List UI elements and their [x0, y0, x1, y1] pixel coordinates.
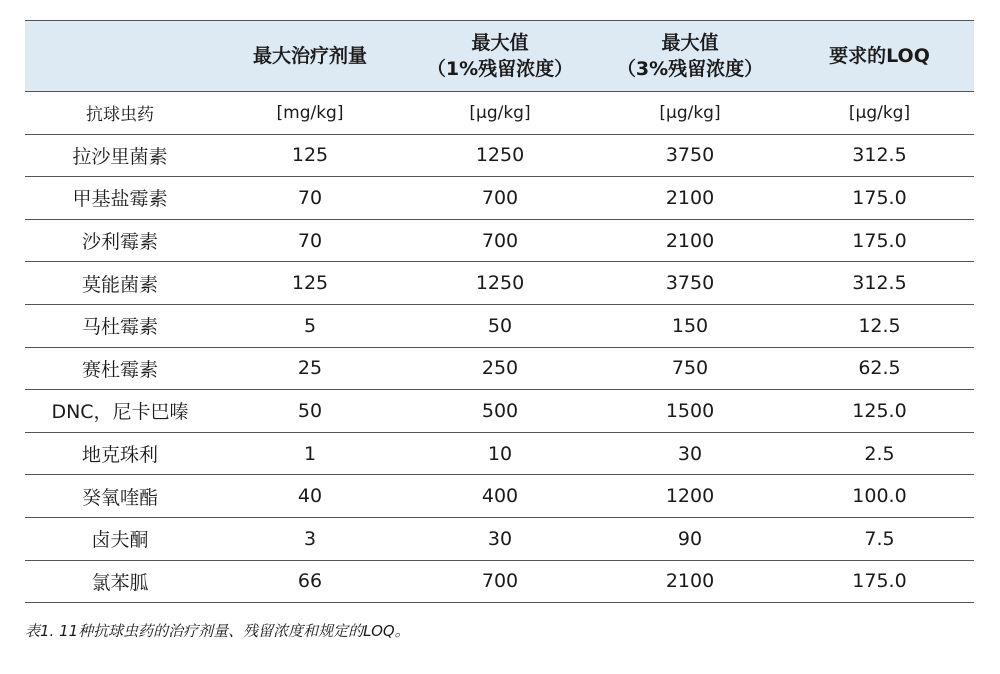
max-1pct-cell: 700 [405, 219, 595, 262]
max-dose-cell: 66 [215, 560, 405, 603]
max-1pct-cell: 250 [405, 347, 595, 390]
max-3pct-cell: 750 [595, 347, 785, 390]
header-max-3pct-line1: 最大值 [661, 32, 719, 54]
max-dose-cell: 40 [215, 475, 405, 518]
header-loq: 要求的LOQ [785, 21, 974, 92]
max-3pct-cell: 2100 [595, 219, 785, 262]
table-row [25, 390, 974, 433]
max-1pct-cell: 700 [405, 560, 595, 603]
unit-row [25, 92, 974, 135]
table-row [25, 517, 974, 560]
max-dose-cell: 5 [215, 304, 405, 347]
table-row [25, 134, 974, 177]
max-3pct-cell: 2100 [595, 177, 785, 220]
table-body [25, 92, 974, 603]
loq-cell: 312.5 [785, 262, 974, 305]
drug-name-cell: 甲基盐霉素 [25, 177, 215, 220]
drug-name-cell: 氯苯胍 [25, 560, 215, 603]
max-1pct-cell: 700 [405, 177, 595, 220]
max-dose-cell: 50 [215, 390, 405, 433]
max-dose-cell: 70 [215, 219, 405, 262]
max-dose-cell: 125 [215, 134, 405, 177]
drug-name-cell: 卤夫酮 [25, 517, 215, 560]
drug-name-cell: 马杜霉素 [25, 304, 215, 347]
table-row [25, 560, 974, 603]
table-row [25, 262, 974, 305]
max-dose-cell: 1 [215, 432, 405, 475]
max-1pct-cell: 1250 [405, 262, 595, 305]
table-row [25, 432, 974, 475]
max-1pct-cell: [µg/kg] [405, 92, 595, 135]
max-1pct-cell: 50 [405, 304, 595, 347]
max-dose-cell: 3 [215, 517, 405, 560]
drug-name-cell: 癸氧喹酯 [25, 475, 215, 518]
max-3pct-cell: 3750 [595, 262, 785, 305]
drug-name-cell: 沙利霉素 [25, 219, 215, 262]
max-1pct-cell: 10 [405, 432, 595, 475]
drug-name-cell: 拉沙里菌素 [25, 134, 215, 177]
max-3pct-cell: 3750 [595, 134, 785, 177]
table-row [25, 304, 974, 347]
max-3pct-cell: 1200 [595, 475, 785, 518]
header-max-1pct-line1: 最大值 [471, 32, 529, 54]
loq-cell: [µg/kg] [785, 92, 974, 135]
loq-cell: 175.0 [785, 560, 974, 603]
table-row [25, 347, 974, 390]
loq-cell: 312.5 [785, 134, 974, 177]
header-max-3pct [595, 21, 785, 92]
drug-name-cell: 赛杜霉素 [25, 347, 215, 390]
max-dose-cell: [mg/kg] [215, 92, 405, 135]
loq-cell: 62.5 [785, 347, 974, 390]
loq-cell: 12.5 [785, 304, 974, 347]
table-row [25, 177, 974, 220]
max-1pct-cell: 1250 [405, 134, 595, 177]
max-1pct-cell: 500 [405, 390, 595, 433]
max-dose-cell: 25 [215, 347, 405, 390]
max-3pct-cell: 150 [595, 304, 785, 347]
max-3pct-cell: 2100 [595, 560, 785, 603]
max-3pct-cell: 30 [595, 432, 785, 475]
header-max-1pct-line2: （1%残留浓度） [426, 58, 574, 80]
loq-cell: 175.0 [785, 219, 974, 262]
max-dose-cell: 70 [215, 177, 405, 220]
header-max-3pct-line2: （3%残留浓度） [616, 58, 764, 80]
table-header-row [25, 21, 974, 92]
drug-name-cell: 地克珠利 [25, 432, 215, 475]
drug-name-cell: 莫能菌素 [25, 262, 215, 305]
table-row [25, 219, 974, 262]
drug-name-cell: 抗球虫药 [25, 92, 215, 135]
loq-cell: 2.5 [785, 432, 974, 475]
loq-cell: 175.0 [785, 177, 974, 220]
header-max-dose: 最大治疗剂量 [215, 21, 405, 92]
header-drug [25, 21, 215, 92]
max-1pct-cell: 30 [405, 517, 595, 560]
max-3pct-cell: [µg/kg] [595, 92, 785, 135]
max-3pct-cell: 90 [595, 517, 785, 560]
drug-name-cell: DNC，尼卡巴嗪 [25, 390, 215, 433]
max-3pct-cell: 1500 [595, 390, 785, 433]
table-row [25, 475, 974, 518]
loq-cell: 100.0 [785, 475, 974, 518]
loq-cell: 125.0 [785, 390, 974, 433]
max-1pct-cell: 400 [405, 475, 595, 518]
max-dose-cell: 125 [215, 262, 405, 305]
loq-cell: 7.5 [785, 517, 974, 560]
anticoccidial-table [25, 20, 974, 603]
header-max-1pct [405, 21, 595, 92]
table-caption: 表1. 11种抗球虫药的治疗剂量、残留浓度和规定的LOQ。 [25, 622, 410, 640]
